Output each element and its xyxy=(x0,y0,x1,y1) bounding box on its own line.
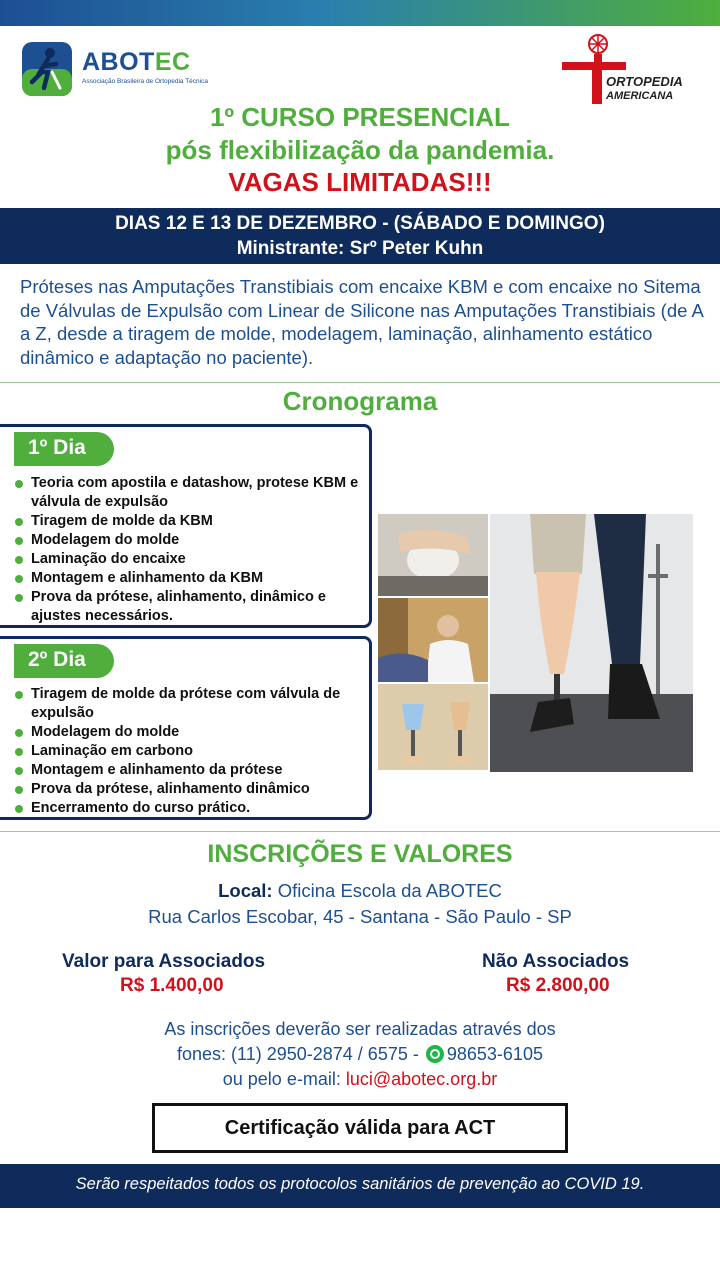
list-item: Modelagem do molde xyxy=(14,531,374,550)
abotec-wordmark: ABOTEC xyxy=(82,48,191,76)
footer-covid-notice: Serão respeitados todos os protocolos sanitários de prevenção ao COVID 19. xyxy=(0,1164,720,1208)
list-item: Laminação do encaixe xyxy=(14,550,374,569)
list-item: Prova da prótese, alinhamento, dinâmico e ajustes necessários. xyxy=(14,588,374,626)
list-item: Modelagem do molde xyxy=(14,723,374,742)
ortopedia-americana-logo xyxy=(556,34,696,110)
list-item: Montagem e alinhamento da KBM xyxy=(14,569,374,588)
divider xyxy=(0,831,720,832)
photo-patient-prosthesis xyxy=(490,514,693,772)
associados-price: R$ 1.400,00 xyxy=(120,975,224,996)
photo-mold-casting xyxy=(378,514,488,596)
abotec-logo xyxy=(22,40,222,100)
abotec-subtitle: Associação Brasileira de Ortopedia Técnica xyxy=(82,78,208,85)
course-dates: DIAS 12 E 13 DE DEZEMBRO - (SÁBADO E DOMINGO) xyxy=(115,213,605,234)
contact-email: ou pelo e-mail: luci@abotec.org.br xyxy=(222,1069,498,1089)
instructor: Ministrante: Srº Peter Kuhn xyxy=(236,238,484,259)
inscricoes-title: INSCRIÇÕES E VALORES xyxy=(207,840,513,868)
headline-limited-spots: VAGAS LIMITADAS!!! xyxy=(228,167,492,197)
whatsapp-icon xyxy=(426,1045,444,1063)
ortopedia-line2: AMERICANA xyxy=(606,90,674,102)
divider xyxy=(0,382,720,383)
list-item: Laminação em carbono xyxy=(14,742,374,761)
headline-course: 1º CURSO PRESENCIAL xyxy=(210,102,510,132)
whatsapp-number: 98653-6105 xyxy=(446,1044,543,1064)
list-item: Prova da prótese, alinhamento dinâmico xyxy=(14,780,374,799)
list-item: Tiragem de molde da prótese com válvula de expulsão xyxy=(14,685,374,723)
photo-prostheses xyxy=(378,684,488,770)
day1-label: 1º Dia xyxy=(14,432,114,466)
contact-phones: fones: (11) 2950-2874 / 6575 - 98653-6105 xyxy=(177,1044,543,1064)
location: Local: Oficina Escola da ABOTEC xyxy=(218,880,502,901)
nao-associados-label: Não Associados xyxy=(482,951,630,972)
day1-list xyxy=(14,474,374,626)
associados-label: Valor para Associados xyxy=(62,951,266,972)
day2-list xyxy=(14,685,374,818)
date-band xyxy=(0,208,720,264)
list-item: Teoria com apostila e datashow, protese KBM e válvula de expulsão xyxy=(14,474,374,512)
list-item: Montagem e alinhamento da prótese xyxy=(14,761,374,780)
cronograma-title: Cronograma xyxy=(282,386,438,416)
email-link[interactable]: luci@abotec.org.br xyxy=(345,1069,498,1089)
photo-instructor xyxy=(378,598,488,682)
runner-emblem-icon xyxy=(22,42,72,96)
list-item: Encerramento do curso prático. xyxy=(14,799,374,818)
headline-pandemic: pós flexibilização da pandemia. xyxy=(165,135,555,165)
address: Rua Carlos Escobar, 45 - Santana - São Paulo - SP xyxy=(148,906,572,927)
ortopedia-line1: ORTOPEDIA xyxy=(606,74,683,89)
certification-box: Certificação válida para ACT xyxy=(152,1103,568,1153)
day2-label: 2º Dia xyxy=(14,644,114,678)
nao-associados-price: R$ 2.800,00 xyxy=(506,975,610,996)
top-gradient-bar xyxy=(0,0,720,26)
contact-intro: As inscrições deverão ser realizadas através dos xyxy=(164,1019,556,1039)
list-item: Tiragem de molde da KBM xyxy=(14,512,374,531)
course-description: Próteses nas Amputações Transtibiais com encaixe KBM e com encaixe no Sitema de Válvulas de Expulsão com Linear de Silicone nas Amputações Transtibiais (de A a Z, desde a tiragem de molde, modelagem, laminação, alinhamento estático dinâmico e adaptação no paciente). xyxy=(20,276,703,368)
